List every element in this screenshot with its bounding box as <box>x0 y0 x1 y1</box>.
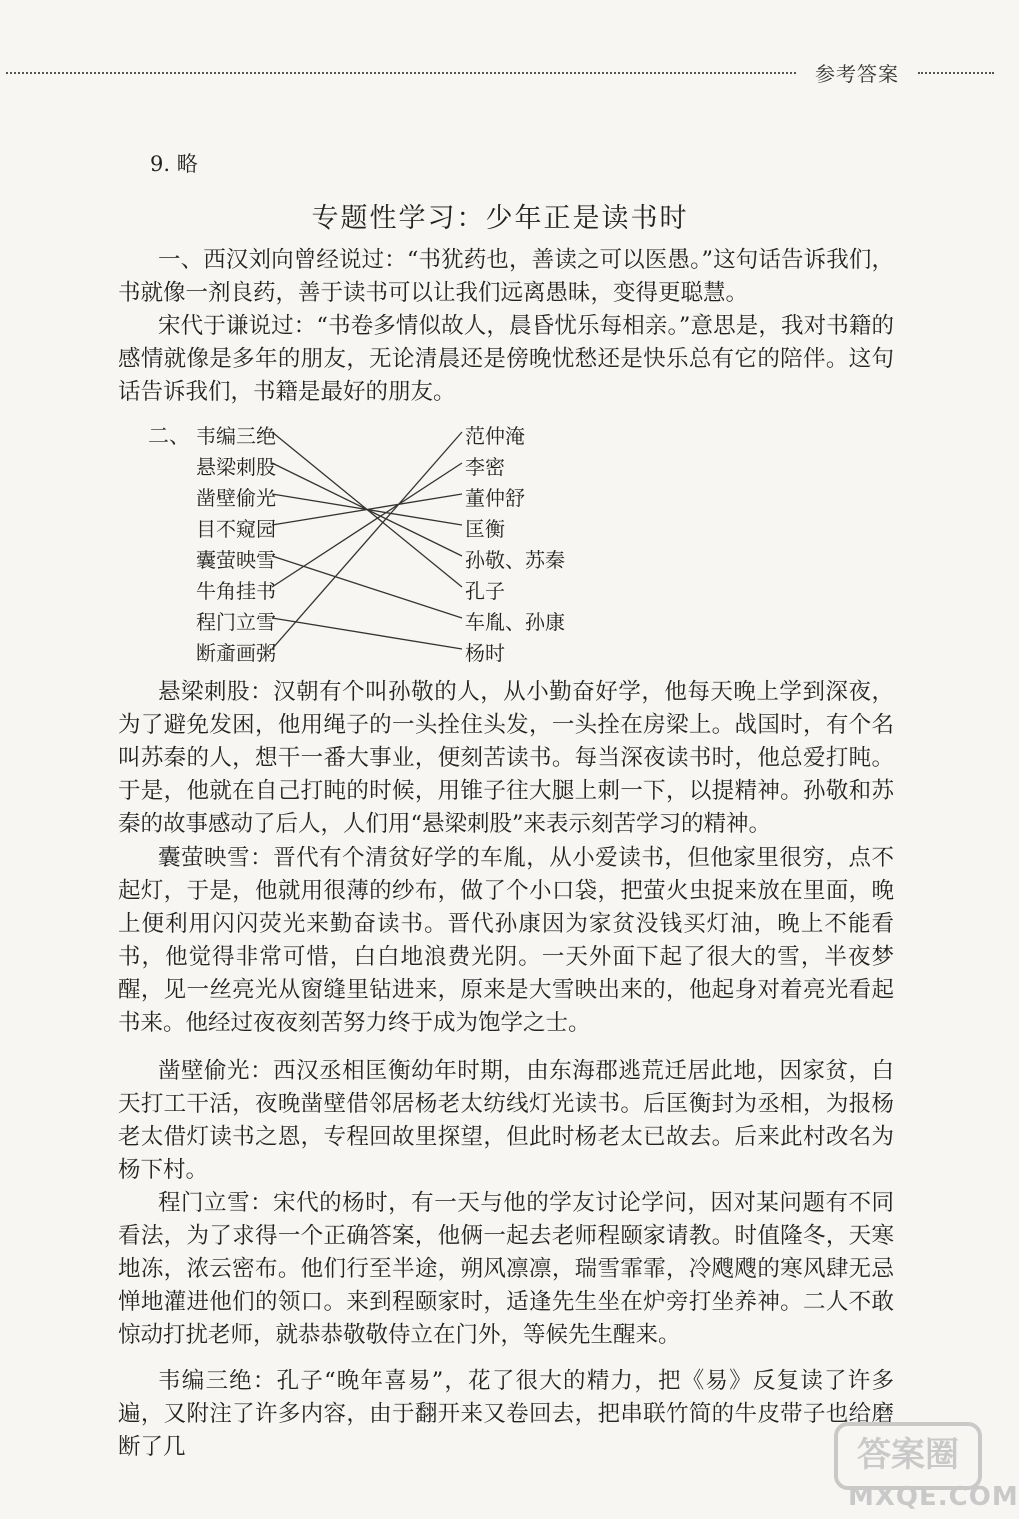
header-title: 参考答案 <box>815 62 899 86</box>
answer-9: 9. 略 <box>150 152 198 176</box>
match-line <box>272 463 462 587</box>
paragraph-7: 韦编三绝：孔子“晚年喜易”，花了很大的精力，把《易》反复读了许多遍，又附注了许多内容，由于翻开来又卷回去，把串联竹简的牛皮带子也给磨断了几 <box>118 1368 894 1460</box>
right-item: 匡衡 <box>465 517 505 541</box>
right-item: 李密 <box>465 455 505 479</box>
right-item: 孙敬、苏秦 <box>465 548 565 572</box>
paragraph-5: 凿壁偷光：西汉丞相匡衡幼年时期，由东海郡逃荒迁居此地，因家贫，白天打工干活，夜晚凿壁借邻居杨老太纺线灯光读书。后匡衡封为丞相，为报杨老太借灯读书之恩，专程回故里探望，但此时杨老太已故去。后来此村改名为杨下村。 <box>118 1058 894 1183</box>
left-item: 囊萤映雪 <box>196 548 276 572</box>
section-title: 专题性学习：少年正是读书时 <box>311 203 689 234</box>
left-item: 悬梁刺股 <box>196 455 276 479</box>
right-item: 董仲舒 <box>465 486 525 510</box>
paragraph-6: 程门立雪：宋代的杨时，有一天与他的学友讨论学问，因对某问题有不同看法，为了求得一个正确答案，他俩一起去老师程颐家请教。时值隆冬，天寒地冻，浓云密布。他们行至半途，朔风凛凛，瑞雪霏霏，冷飕飕的寒风肆无忌惮地灌进他们的领口。来到程颐家时，适逢先生坐在炉旁打坐养神。二人不敢惊动打扰老师，就恭恭敬敬侍立在门外，等候先生醒来。 <box>118 1190 894 1348</box>
match-line <box>272 618 462 649</box>
left-item: 牛角挂书 <box>196 579 276 603</box>
watermark-site: MXQE.COM <box>848 1482 1019 1512</box>
left-item: 断齑画粥 <box>196 641 276 665</box>
matching-exercise <box>0 412 1000 672</box>
page-header <box>0 58 1000 88</box>
left-item: 韦编三绝 <box>196 424 276 448</box>
paragraph-2: 宋代于谦说过：“书卷多情似故人，晨昏忧乐每相亲。”意思是，我对书籍的感情就像是多年的朋友，无论清晨还是傍晚忧愁还是快乐总有它的陪伴。这句话告诉我们，书籍是最好的朋友。 <box>118 313 894 405</box>
right-item: 杨时 <box>465 641 505 665</box>
match-line <box>272 432 462 649</box>
header-rule-left <box>6 72 796 74</box>
left-item: 目不窥园 <box>196 517 276 541</box>
right-item: 车胤、孙康 <box>465 610 565 634</box>
site-watermark <box>820 1418 1019 1513</box>
matching-label: 二、 <box>148 424 190 448</box>
header-rule-right <box>918 72 994 74</box>
left-item: 程门立雪 <box>196 610 276 634</box>
paragraph-3: 悬梁刺股：汉朝有个叫孙敬的人，从小勤奋好学，他每天晚上学到深夜，为了避免发困，他用绳子的一头拴住头发，一头拴在房梁上。战国时，有个名叫苏秦的人，想干一番大事业，便刻苦读书。每当深夜读书时，他总爱打盹。于是，他就在自己打盹的时候，用锥子往大腿上刺一下，以提精神。孙敬和苏秦的故事感动了后人，人们用“悬梁刺股”来表示刻苦学习的精神。 <box>118 679 894 837</box>
right-item: 范仲淹 <box>465 424 525 448</box>
right-item: 孔子 <box>465 579 505 603</box>
paragraph-4: 囊萤映雪：晋代有个清贫好学的车胤，从小爱读书，但他家里很穷，点不起灯，于是，他就用很薄的纱布，做了个小口袋，把萤火虫捉来放在里面，晚上便利用闪闪荧光来勤奋读书。晋代孙康因为家贫没钱买灯油，晚上不能看书，他觉得非常可惜，白白地浪费光阴。一天外面下起了很大的雪，半夜梦醒，见一丝亮光从窗缝里钻进来，原来是大雪映出来的，他起身对着亮光看起书来。他经过夜夜刻苦努力终于成为饱学之士。 <box>118 845 894 1036</box>
paragraph-1: 一、西汉刘向曾经说过：“书犹药也，善读之可以医愚。”这句话告诉我们，书就像一剂良药，善于读书可以让我们远离愚昧，变得更聪慧。 <box>118 247 894 306</box>
left-item: 凿壁偷光 <box>196 486 276 510</box>
match-line <box>272 556 462 618</box>
watermark-badge: 答案圈 <box>834 1422 982 1490</box>
